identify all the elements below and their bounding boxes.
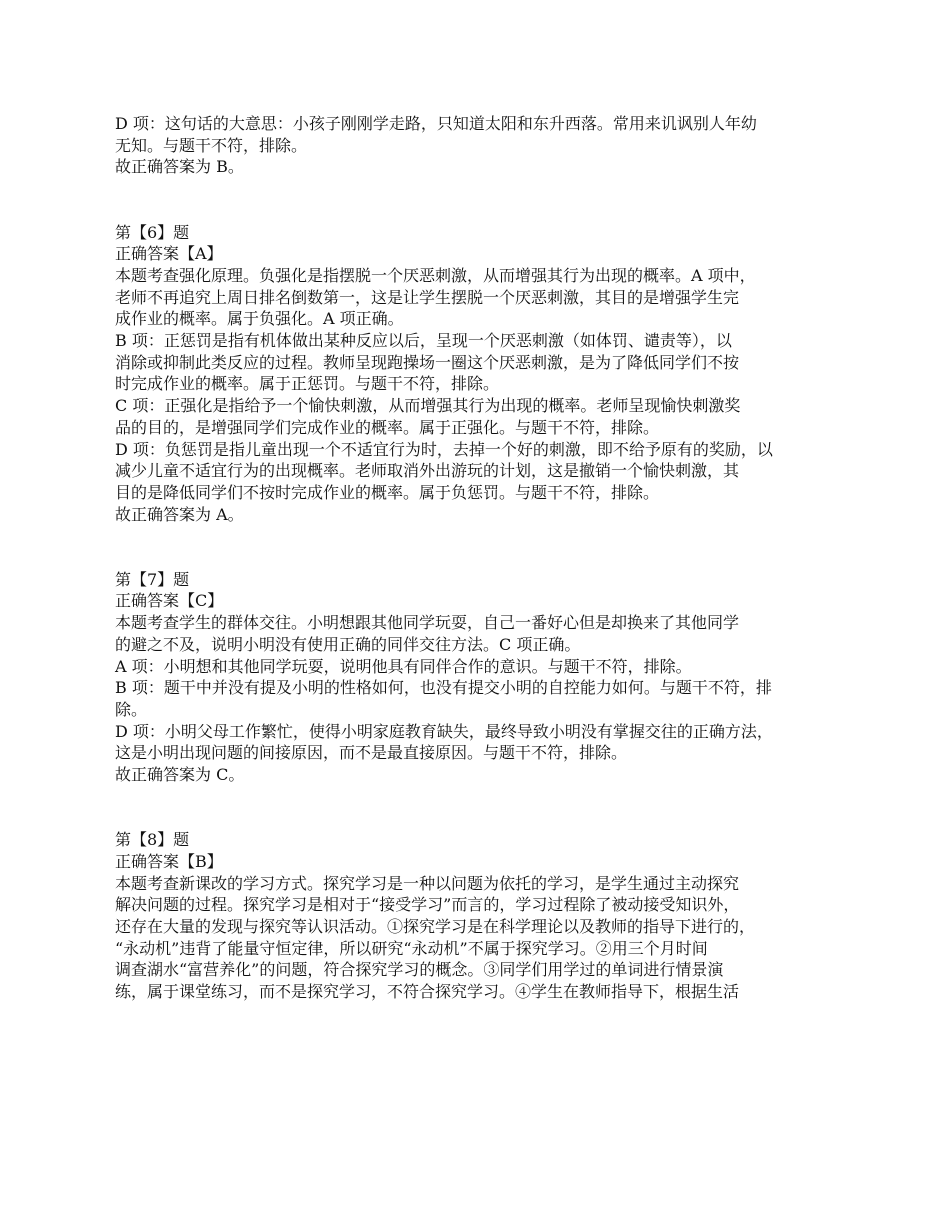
text-line: 故正确答案为 A。 — [115, 504, 244, 524]
text-line: D 项：这句话的大意思：小孩子刚刚学走路，只知道太阳和东升西落。常用来讥讽别人年幼 — [115, 114, 757, 133]
text-line: 调查湖水“富营养化”的问题，符合探究学习的概念。③同学们用学过的单词进行情景演 — [115, 960, 724, 980]
block-gap — [115, 525, 855, 568]
text-line: 目的是降低同学们不按时完成作业的概率。属于负惩罚。与题干不符，排除。 — [115, 482, 660, 502]
text-line: 消除或抑制此类反应的过程。教师呈现跑操场一圈这个厌恶刺激，是为了降低同学们不按 — [115, 352, 740, 372]
question-block-q6 — [115, 222, 855, 526]
block-gap — [115, 178, 855, 221]
text-line: 这是小明出现问题的间接原因，而不是最直接原因。与题干不符，排除。 — [115, 743, 628, 763]
text-line: B 项：正惩罚是指有机体做出某种反应以后，呈现一个厌恶刺激（如体罚、谴责等），以 — [115, 331, 732, 351]
text-line: 练，属于课堂练习，而不是探究学习，不符合探究学习。④学生在教师指导下，根据生活 — [115, 982, 740, 1002]
text-line: D 项：小明父母工作繁忙，使得小明家庭教育缺失，最终导致小明没有掌握交往的正确方法， — [115, 721, 773, 741]
block-gap — [115, 786, 855, 829]
text-line: 本题考查新课改的学习方式。探究学习是一种以问题为依托的学习，是学生通过主动探究 — [115, 873, 740, 893]
text-line: 除。 — [115, 699, 148, 719]
text-line: 正确答案【A】 — [115, 244, 223, 264]
document-page — [115, 113, 855, 1003]
text-line: 时完成作业的概率。属于正惩罚。与题干不符，排除。 — [115, 374, 500, 394]
text-line: C 项：正强化是指给予一个愉快刺激，从而增强其行为出现的概率。老师呈现愉快刺激奖 — [115, 396, 741, 416]
text-line: 解决问题的过程。探究学习是相对于“接受学习”而言的，学习过程除了被动接受知识外， — [115, 895, 740, 915]
text-line: 故正确答案为 B。 — [115, 157, 244, 177]
text-line: A 项：小明想和其他同学玩耍，说明他具有同伴合作的意识。与题干不符，排除。 — [115, 656, 692, 676]
text-line: 本题考查学生的群体交往。小明想跟其他同学玩耍，自己一番好心但是却换来了其他同学 — [115, 613, 740, 633]
text-line: 正确答案【B】 — [115, 851, 223, 871]
question-block-q7 — [115, 569, 855, 786]
question-block-q5-tail — [115, 113, 855, 178]
text-line: 正确答案【C】 — [115, 591, 224, 611]
text-line: 第【6】题 — [115, 222, 190, 242]
text-line: 成作业的概率。属于负强化。A 项正确。 — [115, 309, 404, 329]
question-block-q8 — [115, 829, 855, 1003]
text-line: 减少儿童不适宜行为的出现概率。老师取消外出游玩的计划，这是撤销一个愉快刺激，其 — [115, 461, 740, 481]
text-line: 第【7】题 — [115, 569, 190, 589]
text-line: D 项：负惩罚是指儿童出现一个不适宜行为时，去掉一个好的刺激，即不给予原有的奖励，以 — [115, 439, 773, 459]
text-line: “永动机”违背了能量守恒定律，所以研究“永动机”不属于探究学习。②用三个月时间 — [115, 938, 708, 958]
text-line: 故正确答案为 C。 — [115, 765, 245, 785]
text-line: 的避之不及，说明小明没有使用正确的同伴交往方法。C 项正确。 — [115, 634, 581, 654]
text-line: B 项：题干中并没有提及小明的性格如何，也没有提交小明的自控能力如何。与题干不符，排 — [115, 678, 772, 698]
text-line: 品的目的，是增强同学们完成作业的概率。属于正强化。与题干不符，排除。 — [115, 417, 660, 437]
text-line: 无知。与题干不符，排除。 — [115, 135, 308, 155]
text-line: 还存在大量的发现与探究等认识活动。①探究学习是在科学理论以及教师的指导下进行的， — [115, 916, 756, 936]
text-line: 老师不再追究上周日排名倒数第一，这是让学生摆脱一个厌恶刺激，其目的是增强学生完 — [115, 287, 740, 307]
text-line: 本题考查强化原理。负强化是指摆脱一个厌恶刺激，从而增强其行为出现的概率。A 项中， — [115, 265, 756, 285]
text-line: 第【8】题 — [115, 830, 190, 850]
